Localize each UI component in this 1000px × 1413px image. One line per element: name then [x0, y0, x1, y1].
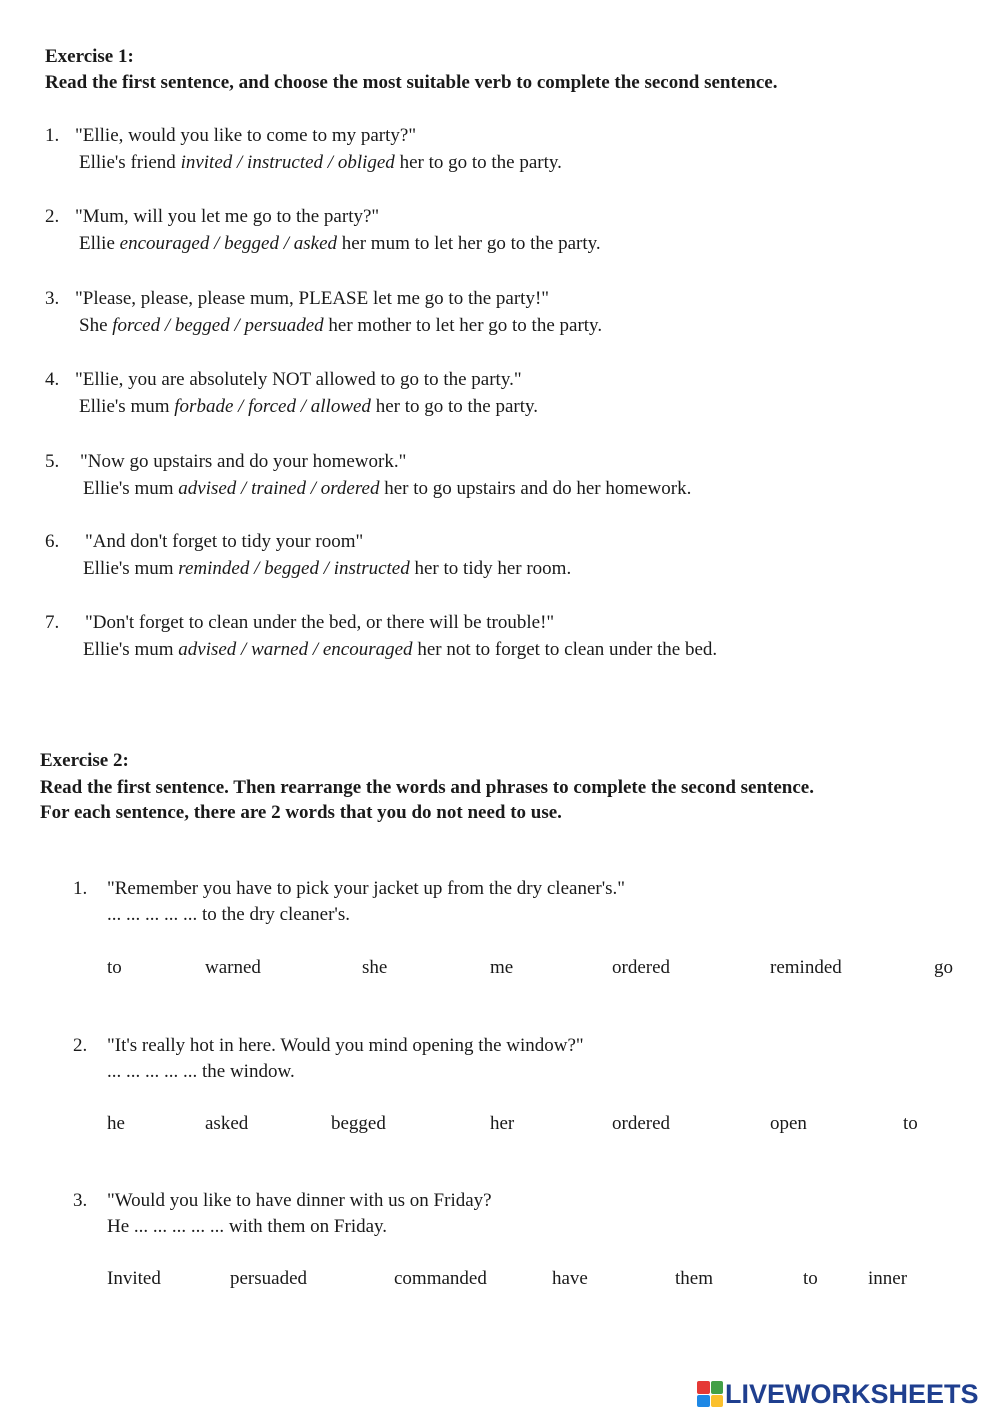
ex2-word-option[interactable]: them	[675, 1268, 713, 1289]
ex1-item-quote: "And don't forget to tidy your room"	[85, 531, 364, 552]
ex2-word-option[interactable]: begged	[331, 1113, 386, 1134]
ex1-item-quote: "Mum, will you let me go to the party?"	[75, 206, 380, 227]
ex1-sentence-end: her mum to let her go to the party.	[337, 233, 601, 254]
ex1-sentence-start: Ellie	[79, 233, 120, 254]
ex2-word-option[interactable]: go	[934, 957, 953, 978]
ex1-item-number: 1.	[45, 125, 60, 146]
ex1-item-quote: "Don't forget to clean under the bed, or there will be trouble!"	[85, 612, 555, 633]
ex1-verb-options[interactable]: reminded / begged / instructed	[178, 558, 410, 579]
ex2-item-quote: "Remember you have to pick your jacket up from the dry cleaner's."	[107, 878, 626, 899]
ex2-word-option[interactable]: her	[490, 1113, 515, 1134]
ex1-item-number: 3.	[45, 288, 60, 309]
ex1-verb-options[interactable]: advised / warned / encouraged	[178, 639, 413, 660]
ex1-sentence-start: Ellie's mum	[83, 558, 179, 579]
ex2-word-option[interactable]: inner	[868, 1268, 908, 1289]
ex1-sentence-start: Ellie's mum	[79, 396, 175, 417]
ex1-sentence-start: Ellie's friend	[79, 152, 181, 173]
ex2-word-option[interactable]: have	[552, 1268, 588, 1289]
ex2-word-option[interactable]: Invited	[107, 1268, 161, 1289]
ex2-item-number: 1.	[73, 878, 88, 899]
ex2-word-option[interactable]: ordered	[612, 957, 671, 978]
ex2-answer-line[interactable]: ... ... ... ... ... the window.	[107, 1061, 295, 1082]
ex1-item-sentence	[83, 556, 571, 581]
ex2-answer-line[interactable]: ... ... ... ... ... to the dry cleaner's.	[107, 904, 350, 925]
ex1-sentence-end: her to go to the party.	[394, 152, 562, 173]
liveworksheets-logo-text: LIVEWORKSHEETS	[725, 1378, 979, 1409]
ex2-word-option[interactable]: asked	[205, 1113, 249, 1134]
ex1-item-number: 7.	[45, 612, 60, 633]
ex1-sentence-start: She	[79, 315, 113, 336]
ex1-sentence-start: Ellie's mum	[83, 478, 179, 499]
ex1-item-quote: "Ellie, would you like to come to my party?"	[75, 125, 417, 146]
ex1-verb-options[interactable]: forced / begged / persuaded	[112, 315, 324, 336]
ex1-sentence-end: her mother to let her go to the party.	[323, 315, 603, 336]
ex2-word-option[interactable]: warned	[205, 957, 261, 978]
ex2-word-option[interactable]: commanded	[394, 1268, 487, 1289]
ex1-item-number: 4.	[45, 369, 60, 390]
ex2-word-option[interactable]: persuaded	[230, 1268, 308, 1289]
ex1-item-sentence	[79, 313, 602, 338]
exercise2-instruction-1: Read the first sentence. Then rearrange the words and phrases to complete the second sentence.	[40, 777, 814, 798]
liveworksheets-logo-icon	[697, 1381, 723, 1407]
ex1-item-number: 2.	[45, 206, 60, 227]
ex1-item-sentence	[79, 150, 562, 175]
ex1-sentence-start: Ellie's mum	[83, 639, 179, 660]
ex2-item-number: 2.	[73, 1035, 88, 1056]
ex2-word-option[interactable]: to	[903, 1113, 918, 1134]
ex1-item-number: 6.	[45, 531, 60, 552]
ex1-sentence-end: her to tidy her room.	[409, 558, 572, 579]
ex1-item-quote: "Please, please, please mum, PLEASE let me go to the party!"	[75, 288, 550, 309]
ex2-item-quote: "Would you like to have dinner with us on Friday?	[107, 1190, 492, 1211]
ex1-item-sentence	[83, 637, 717, 662]
ex2-item-number: 3.	[73, 1190, 88, 1211]
liveworksheets-logo	[697, 1378, 979, 1410]
exercise2-title: Exercise 2:	[40, 750, 129, 771]
ex1-item-quote: "Now go upstairs and do your homework."	[80, 451, 407, 472]
ex2-word-option[interactable]: to	[803, 1268, 818, 1289]
ex2-item-quote: "It's really hot in here. Would you mind opening the window?"	[107, 1035, 584, 1056]
ex1-sentence-end: her to go upstairs and do her homework.	[379, 478, 692, 499]
ex1-verb-options[interactable]: invited / instructed / obliged	[180, 152, 395, 173]
ex2-word-option[interactable]: me	[490, 957, 514, 978]
ex2-answer-line[interactable]: He ... ... ... ... ... with them on Friday.	[107, 1216, 388, 1237]
exercise1-instruction: Read the first sentence, and choose the most suitable verb to complete the second sentence.	[45, 72, 778, 93]
ex1-sentence-end: her to go to the party.	[370, 396, 539, 417]
ex2-word-option[interactable]: reminded	[770, 957, 842, 978]
ex1-verb-options[interactable]: encouraged / begged / asked	[119, 233, 338, 254]
ex1-item-sentence	[83, 476, 691, 501]
ex2-word-option[interactable]: open	[770, 1113, 807, 1134]
exercise1-title: Exercise 1:	[45, 46, 134, 67]
ex1-item-quote: "Ellie, you are absolutely NOT allowed to go to the party."	[75, 369, 522, 390]
ex1-item-sentence	[79, 231, 601, 256]
ex2-word-option[interactable]: he	[107, 1113, 125, 1134]
ex2-word-option[interactable]: she	[362, 957, 388, 978]
ex2-word-option[interactable]: ordered	[612, 1113, 671, 1134]
ex1-item-sentence	[79, 394, 538, 419]
ex1-item-number: 5.	[45, 451, 60, 472]
ex1-verb-options[interactable]: forbade / forced / allowed	[174, 396, 371, 417]
exercise2-instruction-2: For each sentence, there are 2 words that you do not need to use.	[40, 802, 562, 823]
ex1-verb-options[interactable]: advised / trained / ordered	[178, 478, 380, 499]
ex2-word-option[interactable]: to	[107, 957, 122, 978]
ex1-sentence-end: her not to forget to clean under the bed.	[412, 639, 718, 660]
